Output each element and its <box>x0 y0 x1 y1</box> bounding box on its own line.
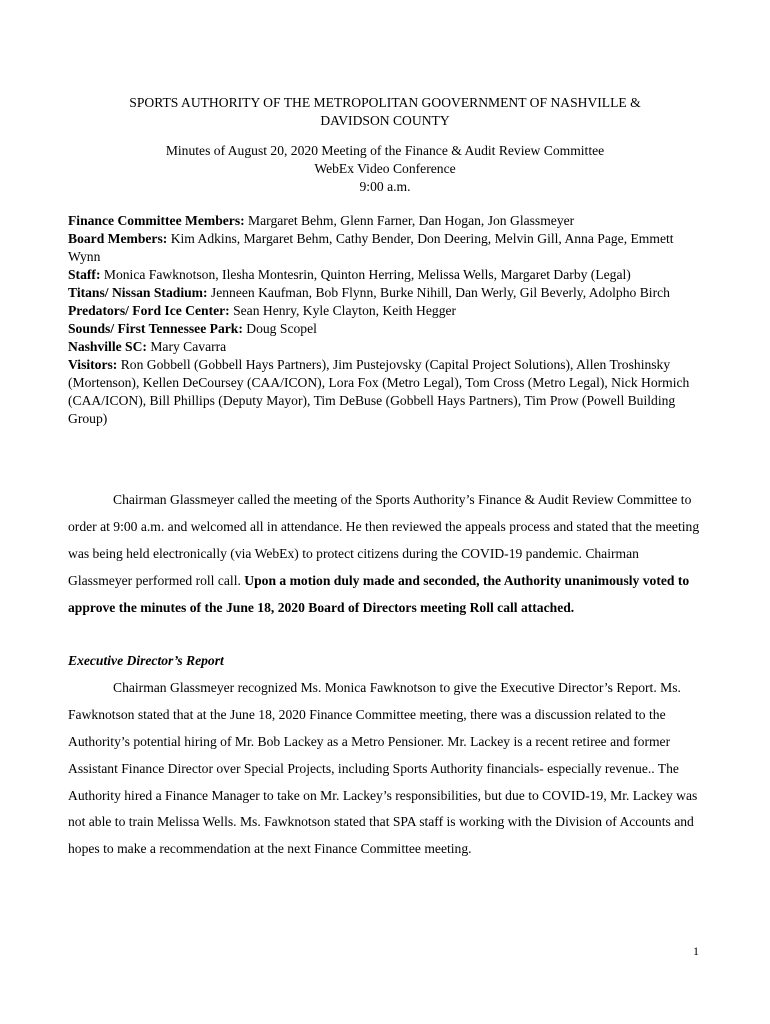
attendance-row-nashville-sc <box>68 338 702 356</box>
attendance-list <box>68 212 702 428</box>
attendance-names: Ron Gobbell (Gobbell Hays Partners), Jim Pustejovsky (Capital Project Solutions), Allen Troshinsky (Mortenson), Kellen DeCoursey (CAA/ICON), Lora Fox (Metro Legal), Tom Cross (Metro Legal), Nick Hormich (CAA/ICON), Bill Phillips (Deputy Mayor), Tim DeBuse (Gobbell Hays Partners), Tim Prow (Powell Building Group) <box>68 357 690 426</box>
attendance-label: Board Members: <box>68 231 168 246</box>
executive-report-paragraph <box>68 675 702 863</box>
executive-report-section <box>68 648 702 863</box>
attendance-label: Nashville SC: <box>68 339 147 354</box>
attendance-label: Titans/ Nissan Stadium: <box>68 285 208 300</box>
attendance-label: Visitors: <box>68 357 118 372</box>
motion-text: Upon a motion duly made and seconded, the Authority unanimously voted to approve the minutes of the June 18, 2020 Board of Directors meeting Roll call attached. <box>68 572 690 615</box>
attendance-row-sounds <box>68 320 702 338</box>
attendance-label: Finance Committee Members: <box>68 213 245 228</box>
section-heading: Executive Director’s Report <box>68 653 224 668</box>
minutes-line: Minutes of August 20, 2020 Meeting of the Finance & Audit Review Committee <box>165 143 605 158</box>
attendance-names: Doug Scopel <box>242 321 317 336</box>
attendance-names: Monica Fawknotson, Ilesha Montesrin, Quinton Herring, Melissa Wells, Margaret Darby (Legal) <box>100 267 631 282</box>
opening-paragraph <box>68 487 702 622</box>
attendance-row-titans <box>68 284 702 302</box>
attendance-row-predators <box>68 302 702 320</box>
attendance-names: Margaret Behm, Glenn Farner, Dan Hogan, Jon Glassmeyer <box>244 213 575 228</box>
attendance-row-visitors <box>68 356 702 428</box>
venue-line: WebEx Video Conference <box>314 161 456 176</box>
document-title <box>68 94 702 130</box>
title-line-2: DAVIDSON COUNTY <box>320 113 450 128</box>
attendance-label: Predators/ Ford Ice Center: <box>68 303 230 318</box>
page-number: 1 <box>693 944 699 958</box>
attendance-row-board <box>68 230 702 266</box>
attendance-label: Sounds/ First Tennessee Park: <box>68 321 243 336</box>
attendance-row-staff <box>68 266 702 284</box>
attendance-row-finance <box>68 212 702 230</box>
meeting-subtitle <box>68 142 702 196</box>
title-line-1: SPORTS AUTHORITY OF THE METROPOLITAN GOOVERNMENT OF NASHVILLE & <box>129 95 641 110</box>
time-line: 9:00 a.m. <box>359 179 411 194</box>
attendance-names: Sean Henry, Kyle Clayton, Keith Hegger <box>229 303 457 318</box>
attendance-label: Staff: <box>68 267 101 282</box>
opening-text: Chairman Glassmeyer called the meeting of the Sports Authority’s Finance & Audit Review Committee to order at 9:00 a.m. and welcomed all in attendance. He then reviewed the appeals process and stated that the meeting was being held electronically (via WebEx) to protect citizens during the COVID-19 pandemic. Chairman Glassmeyer performed roll call. <box>68 492 700 588</box>
executive-report-text: Chairman Glassmeyer recognized Ms. Monica Fawknotson to give the Executive Director’s Report. Ms. Fawknotson stated that at the June 18, 2020 Finance Committee meeting, there was a discussion related to the Authority’s potential hiring of Mr. Bob Lackey as a Metro Pensioner. Mr. Lackey is a recent retiree and former Assistant Finance Director over Special Projects, including Sports Authority financials- especially revenue.. The Authority hired a Finance Manager to take on Mr. Lackey’s responsibilities, but due to COVID-19, Mr. Lackey was not able to train Melissa Wells. Ms. Fawknotson stated that SPA staff is working with the Division of Accounts and hopes to make a recommendation at the next Finance Committee meeting. <box>68 679 698 857</box>
attendance-names: Mary Cavarra <box>146 339 227 354</box>
attendance-names: Jenneen Kaufman, Bob Flynn, Burke Nihill, Dan Werly, Gil Beverly, Adolpho Birch <box>207 285 670 300</box>
attendance-names: Kim Adkins, Margaret Behm, Cathy Bender, Don Deering, Melvin Gill, Anna Page, Emmett Wynn <box>68 231 674 264</box>
